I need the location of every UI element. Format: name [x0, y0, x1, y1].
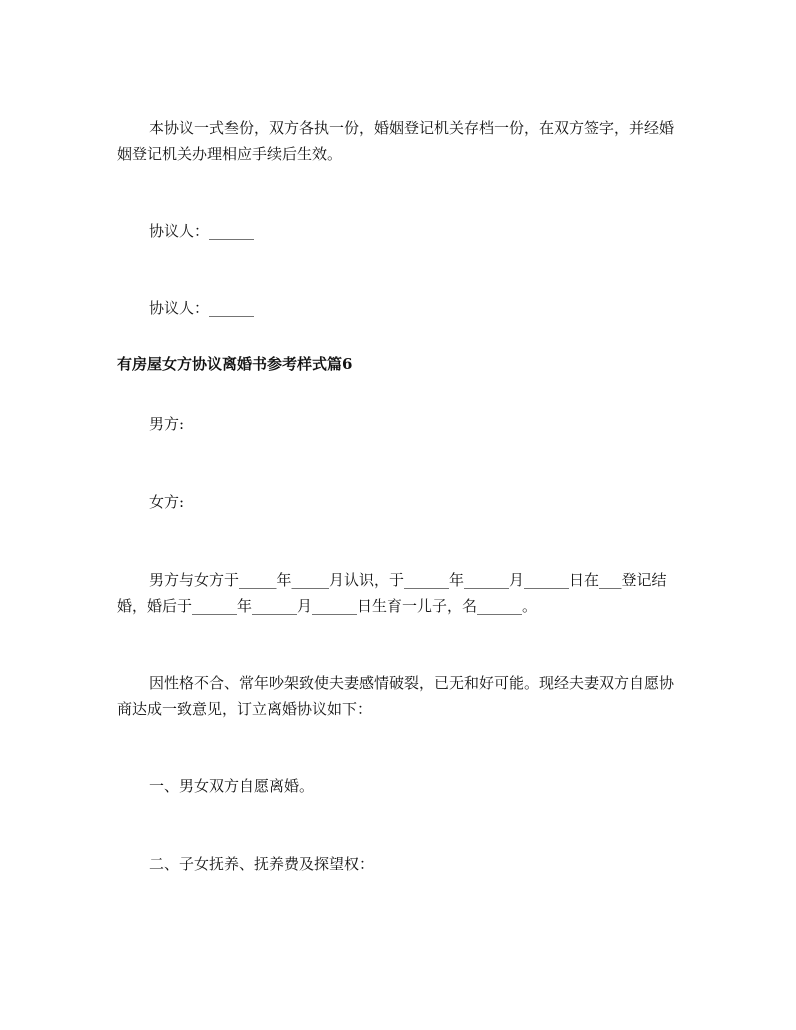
signer-line-2: 协议人：______	[149, 299, 255, 317]
marriage-info-paragraph: 男方与女方于_____年_____月认识，于______年______月______日在___登记结婚，婚后于______年______月______日生育一儿子，名______。	[117, 571, 667, 615]
signer-line-1: 协议人：______	[149, 222, 255, 240]
clause-1: 一、男女双方自愿离婚。	[149, 777, 315, 795]
section-heading: 有房屋女方协议离婚书参考样式篇6	[117, 355, 353, 373]
male-party-line: 男方:	[149, 415, 185, 433]
female-party-line: 女方:	[149, 493, 185, 511]
copies-paragraph: 本协议一式叁份，双方各执一份，婚姻登记机关存档一份，在双方签字，并经婚姻登记机关办理相应手续后生效。	[117, 119, 675, 163]
divorce-reason-paragraph: 因性格不合、常年吵架致使夫妻感情破裂，已无和好可能。现经夫妻双方自愿协商达成一致意见，订立离婚协议如下：	[117, 674, 675, 718]
clause-2: 二、子女抚养、抚养费及探望权：	[149, 855, 375, 873]
